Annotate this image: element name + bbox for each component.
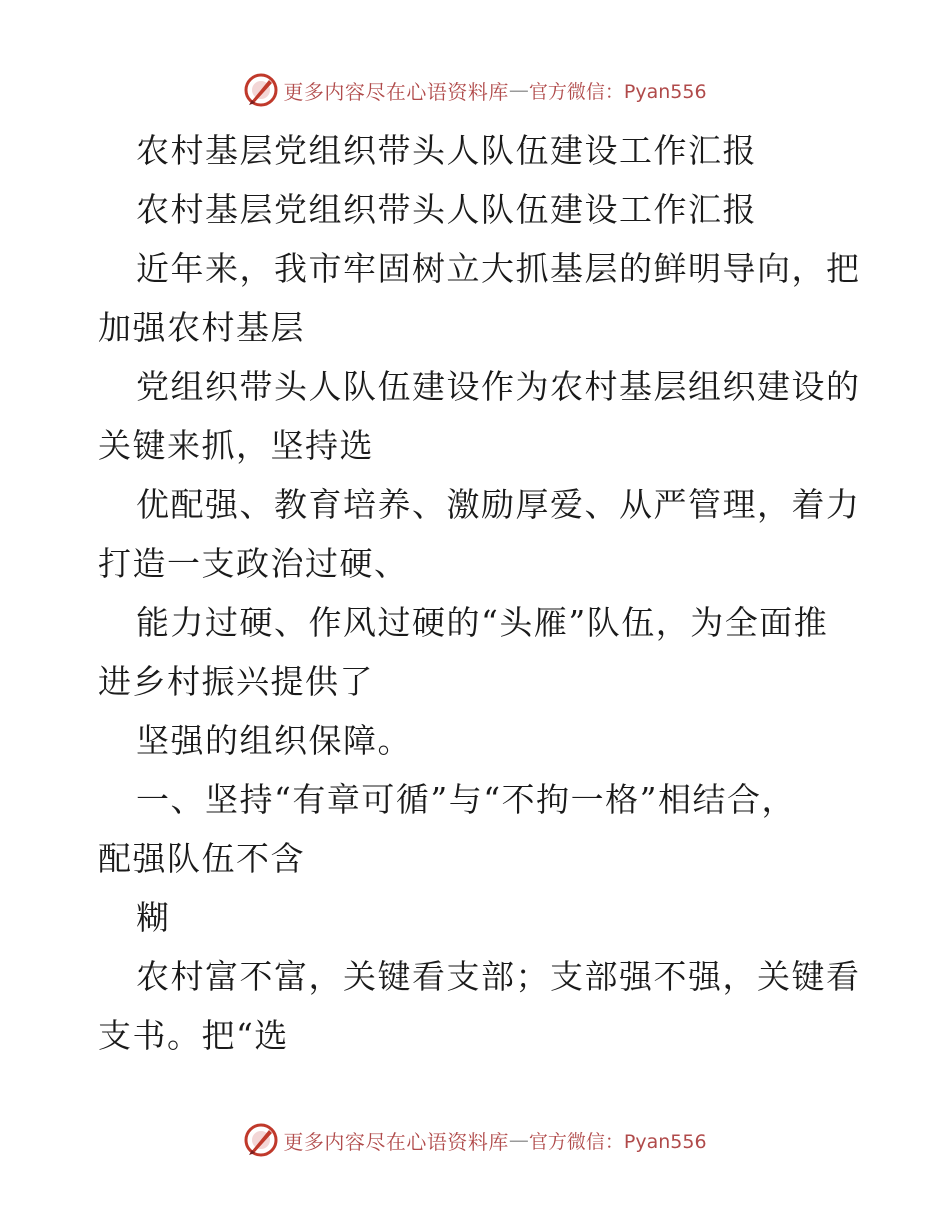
document-title: 农村基层党组织带头人队伍建设工作汇报 [136,131,757,170]
banner-separator: — [508,1128,529,1152]
section-heading-cont: 糊 [136,898,171,937]
footer-banner [0,1120,950,1160]
document-body [98,121,861,1065]
paragraph-line: 关键来抓，坚持选 [98,426,374,465]
paragraph-line: 农村富不富，关键看支部；支部强不强，关键看 [136,957,861,996]
quill-pen-logo-icon [243,1122,279,1158]
section-heading: 一、坚持“有章可循”与“不拘一格”相结合， [136,780,796,819]
document-subtitle: 农村基层党组织带头人队伍建设工作汇报 [136,190,757,229]
banner-contact: 官方微信：Pyan556 [528,80,707,103]
header-banner [0,70,950,110]
paragraph-line: 打造一支政治过硬、 [98,544,409,583]
banner-slogan: 更多内容尽在心语资料库 [283,79,509,104]
paragraph-line: 进乡村振兴提供了 [98,662,374,701]
paragraph-line: 坚强的组织保障。 [136,721,412,760]
section-heading-cont: 配强队伍不含 [98,839,305,878]
paragraph-line: 党组织带头人队伍建设作为农村基层组织建设的 [136,367,861,406]
quill-pen-logo-icon [243,72,279,108]
paragraph-line: 优配强、教育培养、激励厚爱、从严管理，着力 [136,485,861,524]
paragraph-line: 支书。把“选 [98,1016,289,1055]
banner-slogan: 更多内容尽在心语资料库 [283,1129,509,1154]
banner-contact: 官方微信：Pyan556 [528,1130,707,1153]
paragraph-line: 近年来，我市牢固树立大抓基层的鲜明导向，把 [136,249,861,288]
paragraph-line: 加强农村基层 [98,308,305,347]
banner-separator: — [508,78,529,102]
paragraph-line: 能力过硬、作风过硬的“头雁”队伍，为全面推 [136,603,829,642]
